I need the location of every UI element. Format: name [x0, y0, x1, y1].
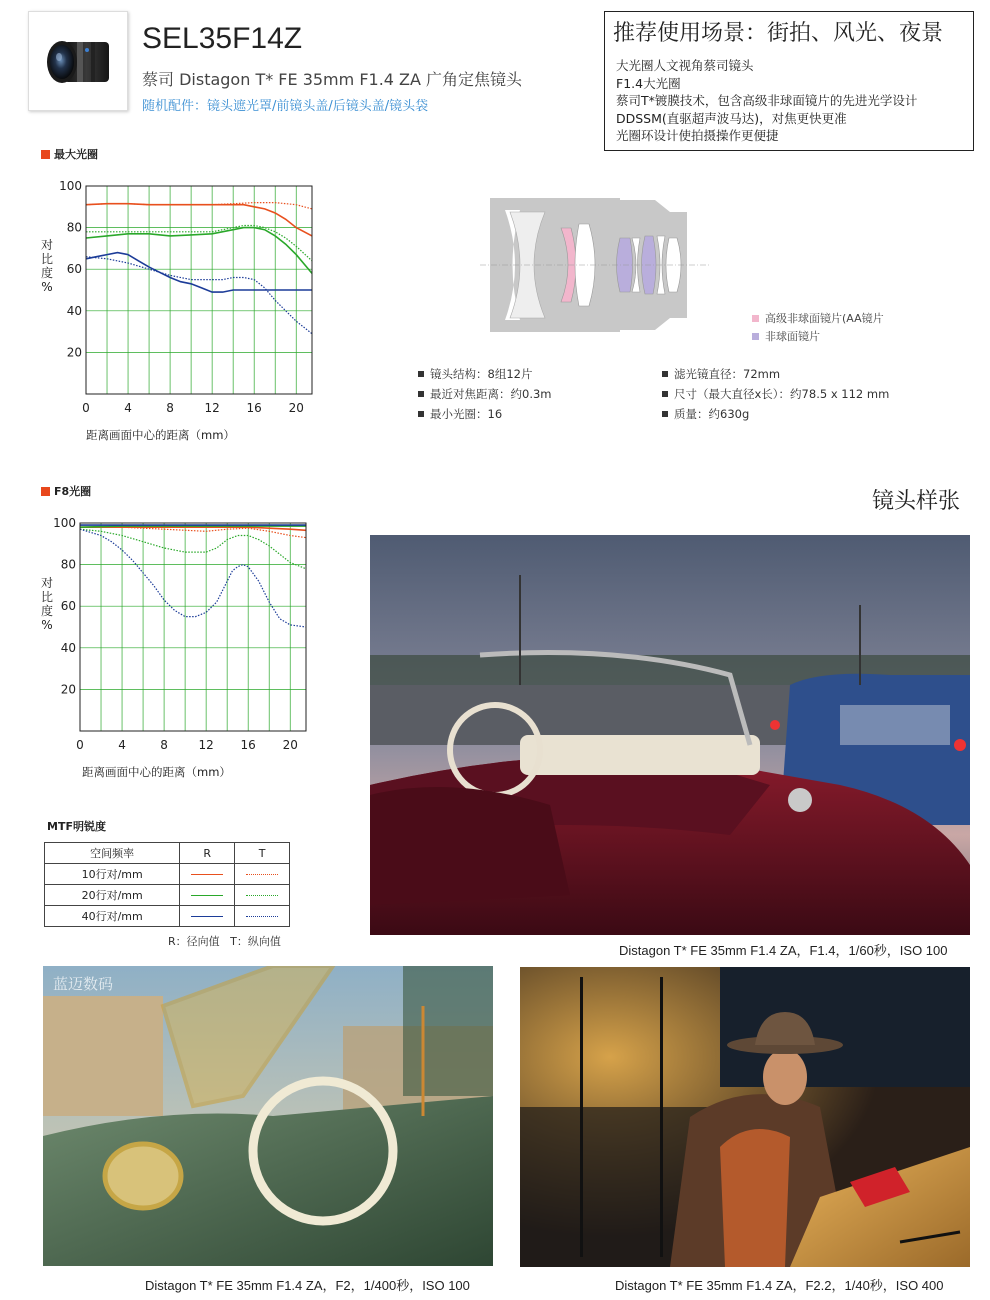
- legend-solid-line: [191, 895, 223, 896]
- y-tick-label: 80: [66, 220, 82, 235]
- spec-min-focus: 最近对焦距离：约0.3m: [418, 386, 552, 402]
- chart2-ylabel: 对 比 度 %: [40, 576, 53, 632]
- y-tick-label: 80: [60, 557, 76, 572]
- legend-dotted-line: [246, 895, 278, 896]
- sample-photo-mirror: [43, 966, 493, 1266]
- spec-structure: 镜头结构：8组12片: [418, 366, 532, 382]
- x-tick-label: 8: [166, 401, 174, 415]
- y-tick-label: 20: [66, 345, 82, 360]
- recommended-scenes-box: [604, 11, 974, 151]
- x-tick-label: 12: [198, 738, 214, 752]
- watermark: 蓝迈数码: [53, 975, 114, 993]
- feature-list: [616, 57, 917, 145]
- caption-photo-2: Distagon T* FE 35mm F1.4 ZA，F2，1/400秒，ISO 100: [145, 1278, 470, 1293]
- lens-full-name: 蔡司 Distagon T* FE 35mm F1.4 ZA 广角定焦镜头: [142, 70, 523, 89]
- series-line-t-5: [80, 529, 306, 627]
- x-tick-label: 16: [240, 738, 256, 752]
- spec-filter: 滤光镜直径：72mm: [662, 366, 780, 382]
- feature-item: 光圈环设计使拍摄操作更便捷: [616, 128, 779, 144]
- legend-dotted-line: [246, 916, 278, 917]
- spec-min-aperture: 最小光圈：16: [418, 406, 502, 422]
- legend-solid-line: [191, 874, 223, 875]
- aspherical-lens-swatch: [752, 333, 759, 340]
- mtf-chart-f8: [44, 515, 314, 755]
- lens-thumbnail: [28, 11, 128, 111]
- legend-aspherical-lens: 非球面镜片: [752, 328, 820, 344]
- series-line-r-4: [86, 253, 312, 293]
- table-row: 40行对/mm: [45, 906, 290, 927]
- chart-frame: [80, 523, 306, 731]
- y-tick-label: 100: [59, 179, 82, 193]
- samples-title: 镜头样张: [872, 489, 961, 514]
- caption-photo-3: Distagon T* FE 35mm F1.4 ZA，F2.2，1/40秒，ISO 400: [615, 1278, 944, 1293]
- aa-lens-swatch: [752, 315, 759, 322]
- chart1-xlabel: 距离画面中心的距离（mm）: [86, 428, 235, 442]
- x-tick-label: 0: [82, 401, 90, 415]
- mtf-legend-table: [44, 842, 290, 927]
- series-line-t-1: [86, 203, 312, 209]
- chart1-ylabel: 对 比 度 %: [40, 238, 53, 294]
- y-tick-label: 60: [60, 599, 76, 614]
- x-tick-label: 4: [118, 738, 126, 752]
- feature-item: DDSSM(直驱超声波马达)，对焦更快更准: [616, 110, 847, 126]
- feature-item: 大光圈人文视角蔡司镜头: [616, 58, 754, 73]
- model-name: SEL35F14Z: [142, 22, 303, 55]
- lens-structure-diagram: [475, 190, 715, 340]
- x-tick-label: 20: [282, 738, 298, 752]
- caption-photo-1: Distagon T* FE 35mm F1.4 ZA，F1.4，1/60秒，ISO 100: [619, 943, 948, 958]
- section-marker-icon: [41, 487, 50, 496]
- y-tick-label: 40: [66, 303, 82, 318]
- legend-dotted-line: [246, 874, 278, 875]
- feature-item: 蔡司T*镀膜技术，包含高级非球面镜片的先进光学设计: [616, 93, 918, 109]
- mtf-note: R：径向值 T：纵向值: [168, 935, 281, 948]
- chart2-xlabel: 距离画面中心的距离（mm）: [82, 765, 231, 779]
- table-row: 20行对/mm: [45, 885, 290, 906]
- table-header-row: 空间频率 R T: [45, 843, 290, 864]
- x-tick-label: 20: [288, 401, 304, 415]
- series-line-r-2: [86, 228, 312, 274]
- series-line-t-3: [86, 226, 312, 261]
- mtf-chart-max-aperture: [50, 178, 320, 418]
- series-line-t-5: [86, 257, 312, 334]
- included-accessories: 随机配件：镜头遮光罩/前镜头盖/后镜头盖/镜头袋: [142, 99, 429, 114]
- sample-photo-cafe: [520, 967, 970, 1267]
- series-line-r-0: [86, 204, 312, 236]
- x-tick-label: 4: [124, 401, 132, 415]
- spec-weight: 质量：约630g: [662, 406, 749, 422]
- sample-photo-convertible: [370, 535, 970, 935]
- chart2-section-title: F8光圈: [41, 483, 91, 499]
- x-tick-label: 8: [160, 738, 168, 752]
- chart1-section-title: 最大光圈: [41, 146, 98, 162]
- y-tick-label: 60: [66, 262, 82, 277]
- mtf-table-title: MTF明锐度: [47, 820, 106, 833]
- x-tick-label: 0: [76, 738, 84, 752]
- feature-item: F1.4大光圈: [616, 75, 681, 91]
- table-row: 10行对/mm: [45, 864, 290, 885]
- series-line-t-3: [80, 529, 306, 569]
- x-tick-label: 12: [204, 401, 220, 415]
- y-tick-label: 20: [60, 682, 76, 697]
- x-tick-label: 16: [246, 401, 262, 415]
- spec-dimensions: 尺寸（最大直径x长）：约78.5 x 112 mm: [662, 386, 898, 402]
- y-tick-label: 100: [53, 516, 76, 530]
- section-marker-icon: [41, 150, 50, 159]
- y-tick-label: 40: [60, 640, 76, 655]
- legend-aa-lens: 高级非球面镜片(AA镜片: [752, 310, 884, 326]
- scenes-title: 推荐使用场景：街拍、风光、夜景: [613, 21, 944, 46]
- legend-solid-line: [191, 916, 223, 917]
